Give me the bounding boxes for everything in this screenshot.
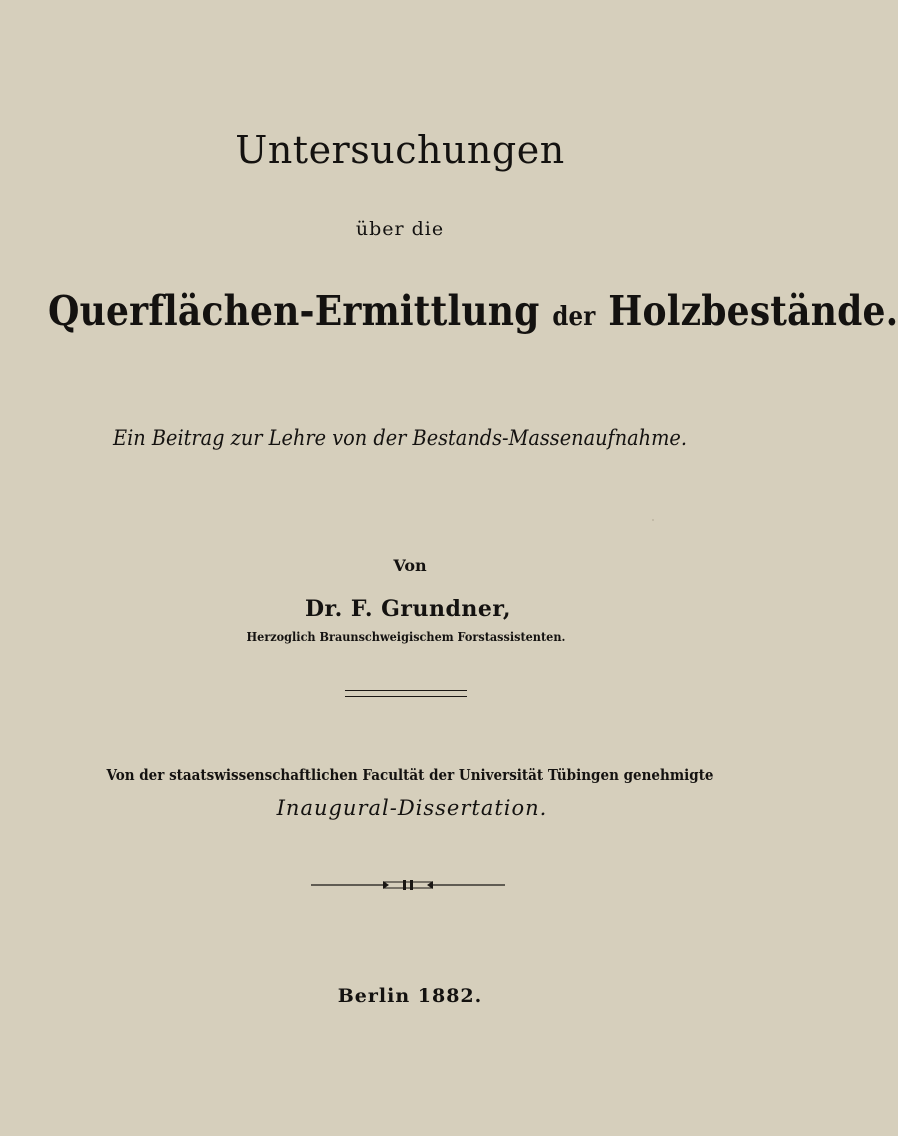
author-affiliation: Herzoglich Braunschweigischem Forstassistenten. xyxy=(246,629,566,644)
dissertation-label: Inaugural-Dissertation. xyxy=(276,796,548,820)
double-rule-divider xyxy=(345,690,467,697)
paper-speck xyxy=(652,519,654,521)
main-title-part1: Querflächen-Ermittlung xyxy=(48,287,540,335)
main-title xyxy=(48,287,898,335)
main-title-part2: der xyxy=(552,302,596,332)
title-connector: über die xyxy=(355,218,445,240)
main-title-part3: Holzbestände. xyxy=(608,287,898,335)
subtitle: Ein Beitrag zur Lehre von der Bestands-Massenaufnahme. xyxy=(112,426,688,450)
faculty-statement: Von der staatswissenschaftlichen Facultät der Universität Tübingen genehmigte xyxy=(106,766,714,784)
document-title: Untersuchungen xyxy=(235,128,565,172)
by-line: Von xyxy=(393,556,427,575)
place-and-year: Berlin 1882. xyxy=(337,985,483,1007)
author-name: Dr. F. Grundner, xyxy=(304,596,512,622)
ornamental-divider xyxy=(311,879,505,891)
